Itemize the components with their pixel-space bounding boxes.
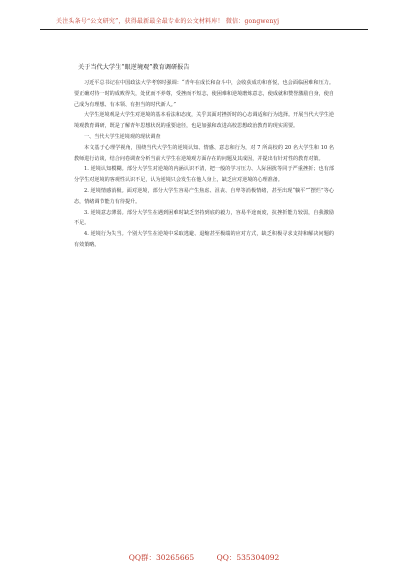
paragraph: 习近平总书记在中国政法大学考察时强调：“青年在成长和奋斗中，会收获成功和喜悦，也会面临困难和压力。要正确对待一时的成败得失，处优而不养尊，受挫而不短志，使困难和逆境磨炼意志，使成就和赞誉激励自身，使自己成为有理想、有本领、有担当的时代新人。”: [74, 80, 334, 108]
document-body: [74, 78, 334, 251]
footer-qq: QQ：535304092: [216, 553, 280, 562]
page-title: 关于当代大学生“眼逆境观”教育调研报告: [78, 64, 190, 71]
paragraph: 2. 逆境情感消极。面对逆境，部分大学生容易产生焦虑、沮丧、自卑等消极情绪，甚至出现“躺平”“摆烂”等心态，情绪调节能力有待提升。: [74, 187, 334, 205]
section-heading: 一、当代大学生逆境观的现状调查: [84, 133, 161, 140]
paragraph: 本文基于心理学视角，围绕当代大学生的逆境认知、情感、意志和行为，对 7 所高校的 20 名大学生和 10 名教师进行访谈，结合问卷调查分析当前大学生在逆境观方面存在的问题及其成因，并提出有针对性的教育对策。: [74, 144, 334, 162]
paragraph: 4. 逆境行为失当。个别大学生在逆境中采取逃避、退缩甚至极端的应对方式，缺乏积极寻求支持和解决问题的有效策略。: [74, 231, 334, 248]
footer-qq-group: QQ群：30265665: [128, 553, 195, 562]
header-divider: [40, 29, 368, 30]
paragraph: 大学生逆境观是大学生对逆境的基本看法和态度，关乎其面对挫折时的心态调适和行为选择。开展当代大学生逆境观教育调研，既是了解青年思想状况的重要途径，也是加强和改进高校思想政治教育的现实需要。: [74, 112, 334, 130]
header-banner: 关注头条号“公文研究”，获得最新最全最专业的公文材料库！ 微信：gongwenyj: [56, 18, 280, 25]
footer-contact: [0, 552, 408, 563]
paragraph: 1. 逆境认知模糊。部分大学生对逆境的内涵认识不清，把一般的学习压力、人际困扰等同于严重挫折；也有部分学生对逆境的客观性认识不足，认为逆境只会发生在他人身上，缺乏应对逆境的心理准备。: [74, 166, 334, 184]
paragraph: 3. 逆境意志薄弱。部分大学生在遇到困难时缺乏坚持到底的毅力，容易半途而废，抗挫折能力较弱，自我激励不足。: [74, 209, 334, 227]
